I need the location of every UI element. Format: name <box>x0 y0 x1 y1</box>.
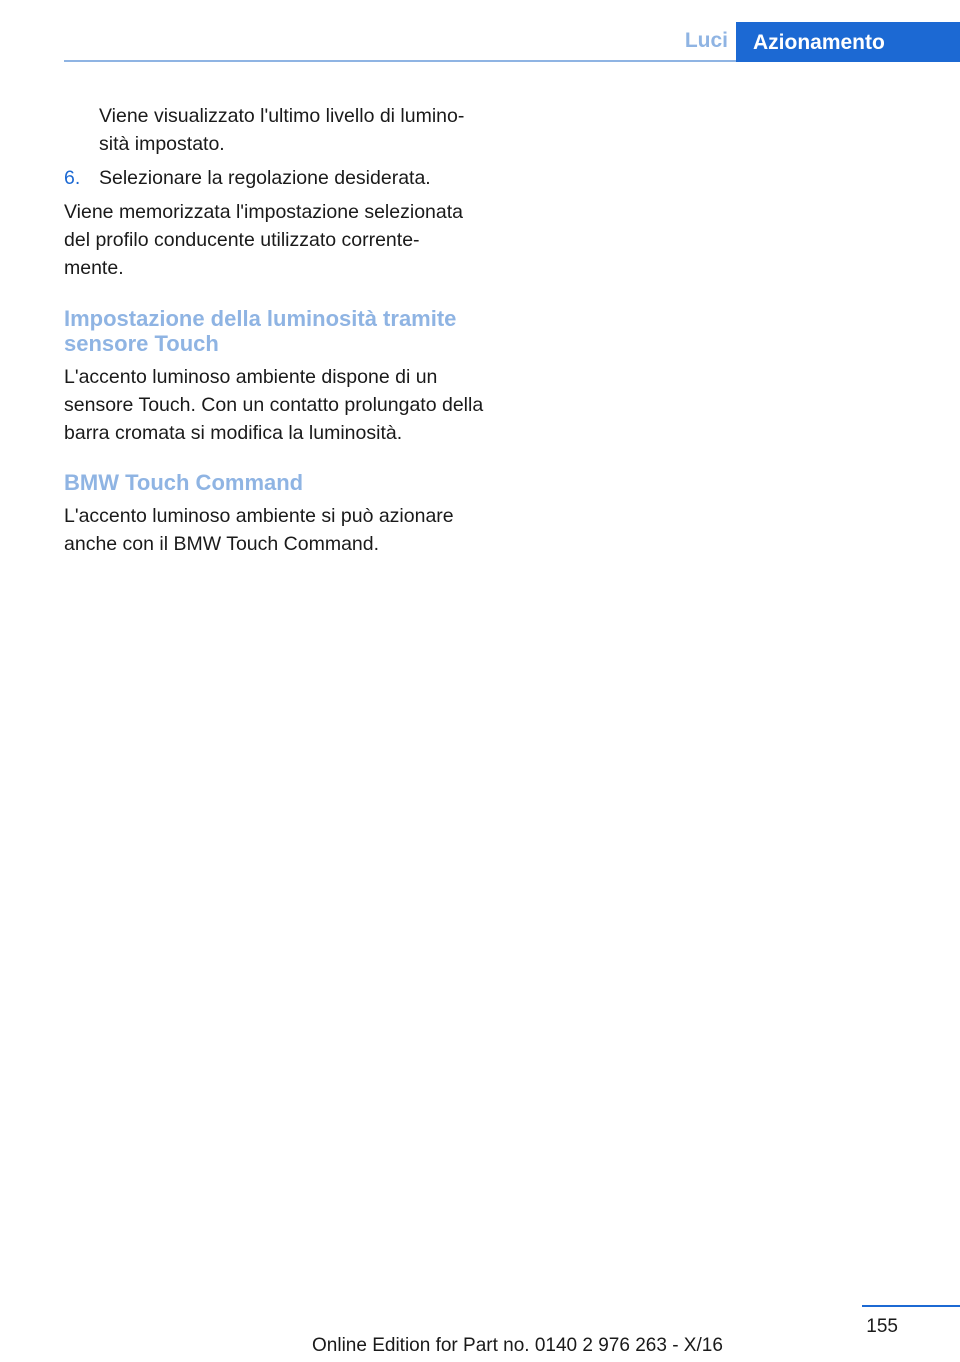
header-tab-active: Azionamento <box>736 22 960 62</box>
footer-rule <box>862 1305 960 1307</box>
section-heading-touch-sensor: Impostazione della luminosità tramite sensore Touch <box>64 306 457 356</box>
memorization-paragraph: Viene memorizzata l'impostazione selezionata del profilo conducente utilizzato corrente- mente. <box>64 201 463 279</box>
list-item-text: Selezionare la regolazione desiderata. <box>99 167 431 189</box>
main-content-column <box>64 102 484 558</box>
section-heading-touch-command: BMW Touch Command <box>64 470 304 495</box>
section-body-touch-sensor: L'accento luminoso ambiente dispone di un sensore Touch. Con un contatto prolungato della barra cromata si modifica la luminosità. <box>64 366 484 444</box>
page-number: 155 <box>866 1316 898 1337</box>
header-section-title: Luci <box>684 29 728 52</box>
list-item <box>64 164 484 192</box>
edition-notice: Online Edition for Part no. 0140 2 976 263 - X/16 <box>312 1335 723 1356</box>
intro-paragraph: Viene visualizzato l'ultimo livello di lumino- sità impostato. <box>99 105 465 155</box>
list-item-number: 6. <box>64 167 81 189</box>
section-body-touch-command: L'accento luminoso ambiente si può azionare anche con il BMW Touch Command. <box>64 505 454 555</box>
